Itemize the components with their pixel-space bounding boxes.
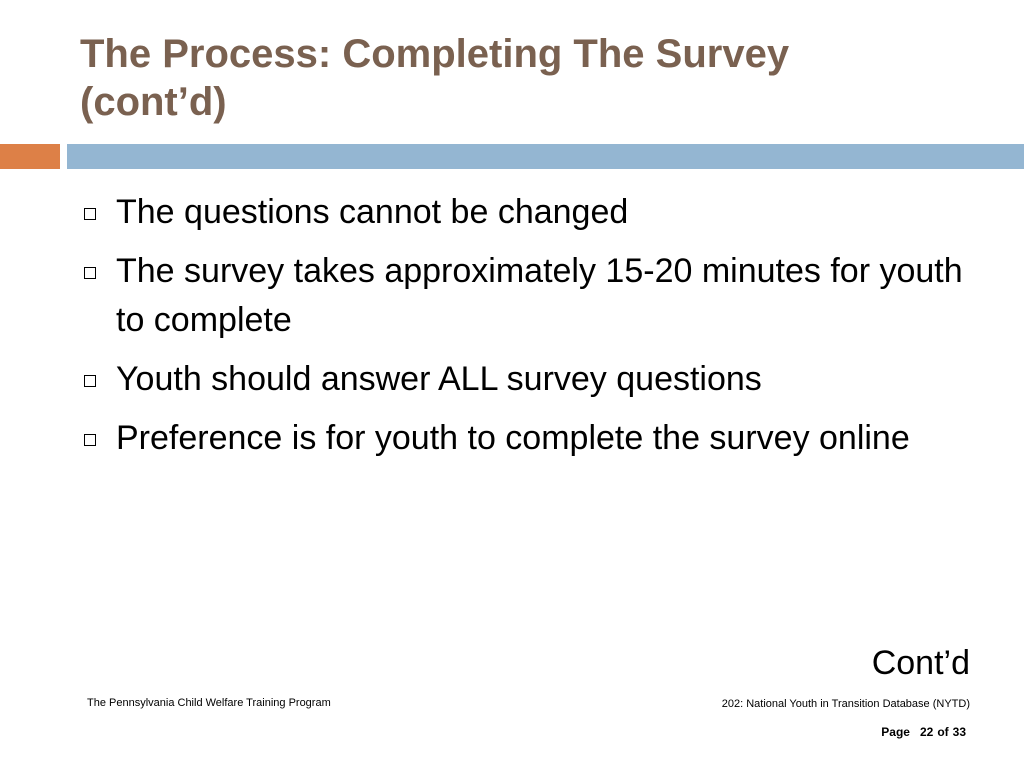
accent-band-orange	[0, 144, 60, 169]
page-number	[881, 725, 966, 739]
bullet-text: Preference is for youth to complete the survey online	[116, 419, 910, 457]
footer-program-name: The Pennsylvania Child Welfare Training Program	[87, 697, 331, 709]
hollow-square-bullet-icon	[84, 267, 96, 279]
accent-band-blue	[67, 144, 1024, 169]
bullet-item	[80, 247, 980, 345]
footer-course-title: 202: National Youth in Transition Database (NYTD)	[721, 698, 970, 710]
bullet-text: Youth should answer ALL survey questions	[116, 360, 762, 398]
page-label: Page	[881, 725, 910, 739]
page-total: 33	[952, 725, 966, 739]
hollow-square-bullet-icon	[84, 208, 96, 220]
bullet-list	[80, 188, 980, 473]
bullet-item	[80, 414, 980, 463]
continued-label: Cont’d	[871, 644, 970, 682]
page-current: 22	[919, 725, 934, 739]
slide-title-line-2: (cont’d)	[80, 80, 227, 124]
hollow-square-bullet-icon	[84, 375, 96, 387]
bullet-item	[80, 355, 980, 404]
slide-title	[80, 30, 980, 126]
bullet-text: The questions cannot be changed	[116, 193, 629, 231]
bullet-item	[80, 188, 980, 237]
bullet-text: The survey takes approximately 15-20 minutes for youth to complete	[116, 252, 963, 339]
slide-title-line-1: The Process: Completing The Survey	[80, 32, 790, 76]
page-of-label: of	[937, 725, 949, 739]
hollow-square-bullet-icon	[84, 434, 96, 446]
